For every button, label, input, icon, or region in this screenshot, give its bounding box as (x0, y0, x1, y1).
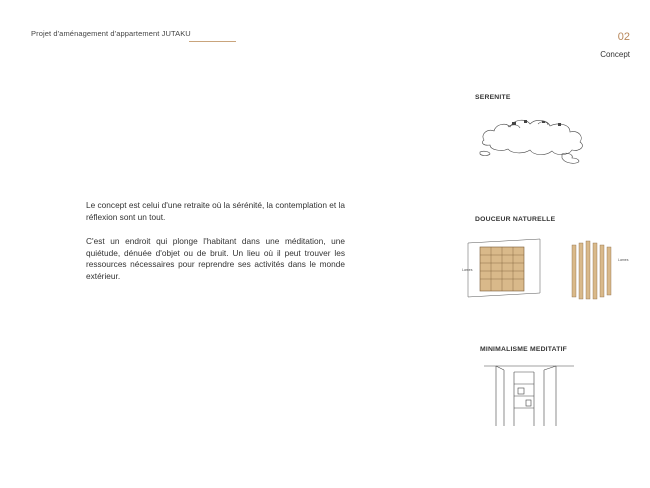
page-number: 02 (617, 31, 630, 43)
caption-minimalisme-meditatif: MINIMALISME MEDITATIF (480, 346, 568, 353)
wood-panels-sketch-icon (460, 235, 640, 305)
header-title: Projet d'aménagement d'appartement JUTAKU (31, 29, 191, 38)
concept-paragraph-1: Le concept est celui d'une retraite où la sérénité, la contemplation et la réflexion sont un tout. (86, 200, 345, 222)
note-left: Lames (462, 268, 473, 272)
caption-serenite: SERENITE (475, 94, 511, 101)
cloud-sketch-icon (478, 110, 598, 165)
header-rule (189, 41, 236, 42)
section-label: Concept (600, 50, 630, 59)
concept-paragraph-2: C'est un endroit qui plonge l'habitant dans une méditation, une quiétude, dénuée d'objet ou de bruit. Un lieu où il peut trouver les ressources nécessaires pour reprendre ses activités dans le monde extérieur. (86, 236, 345, 281)
alcove-sketch-icon (484, 360, 584, 430)
note-right: Lames (618, 258, 629, 262)
caption-douceur-naturelle: DOUCEUR NATURELLE (475, 216, 556, 223)
concept-text (86, 200, 345, 295)
